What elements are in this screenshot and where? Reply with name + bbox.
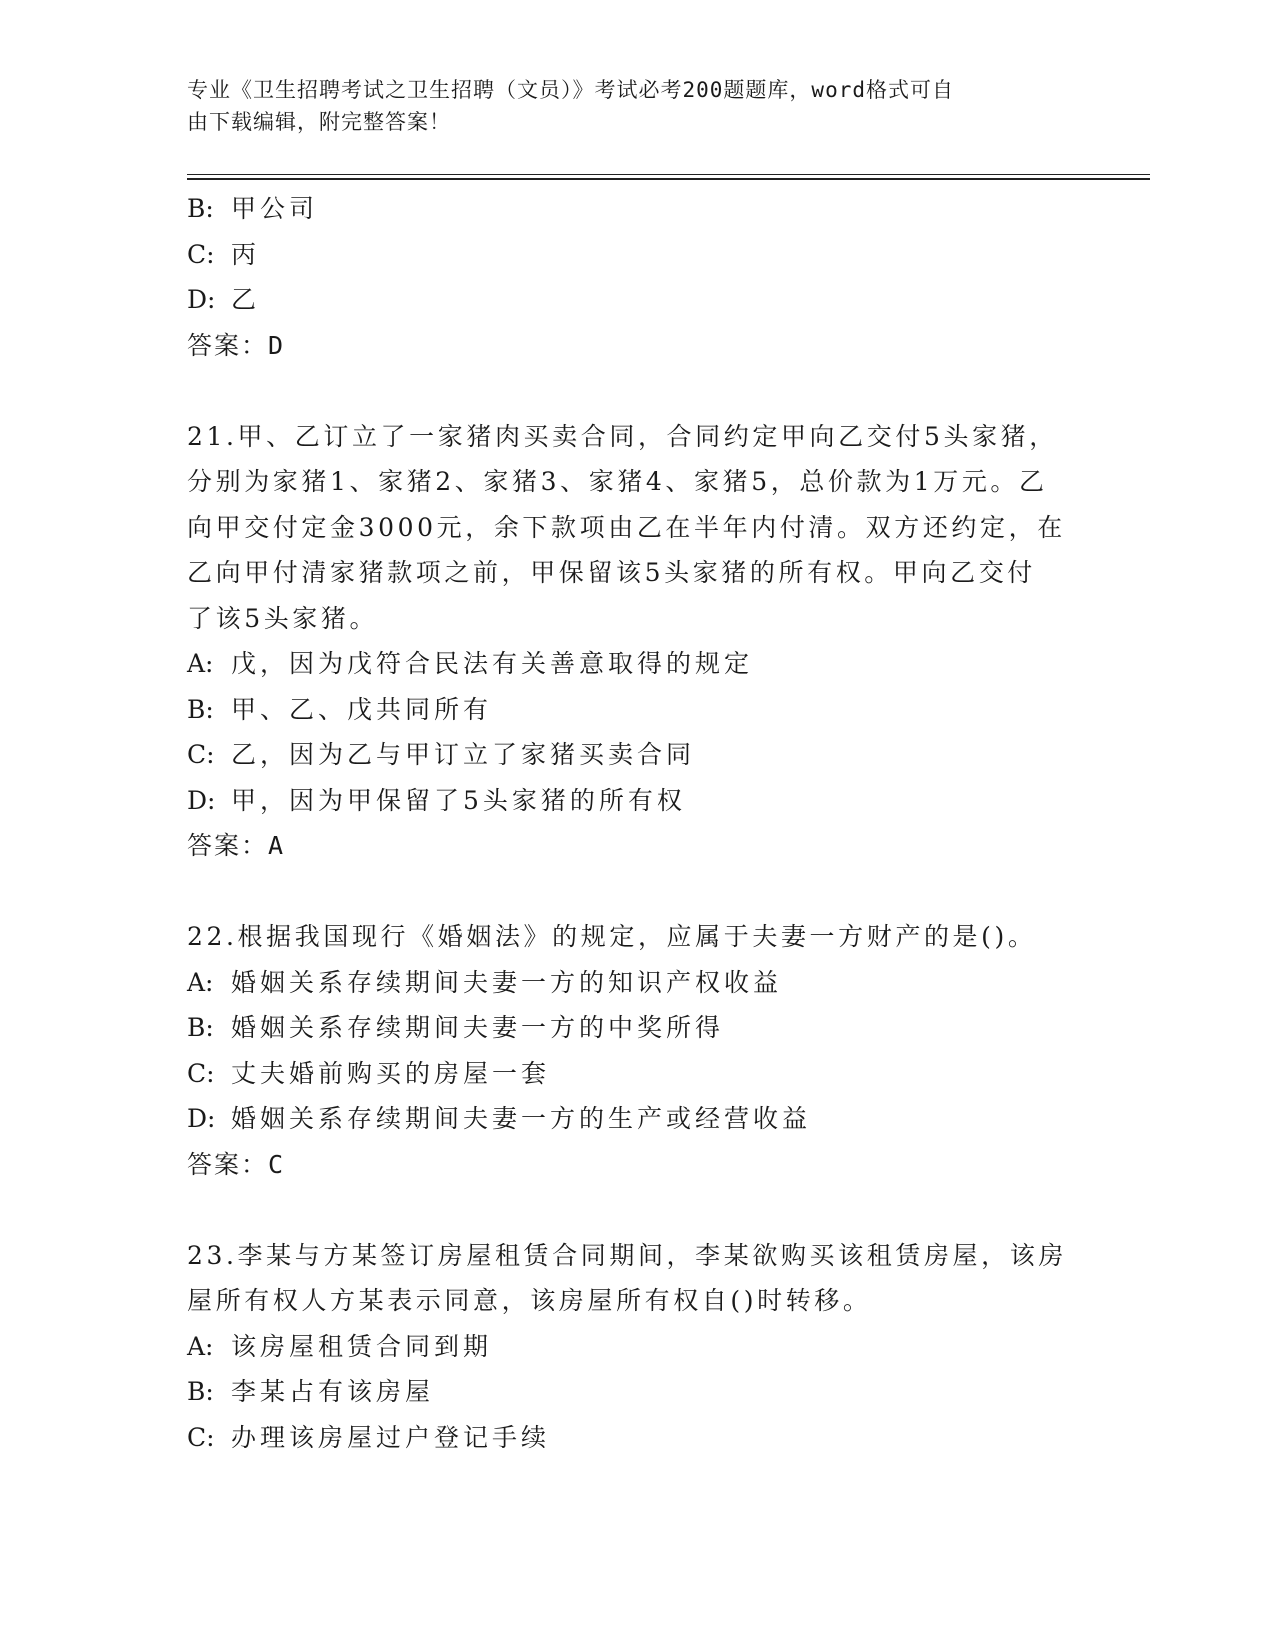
header-divider-thick	[187, 178, 1150, 180]
option-text: 甲公司	[231, 194, 319, 223]
option-d	[187, 1096, 1087, 1142]
option-text: 婚姻关系存续期间夫妻一方的中奖所得	[231, 1013, 725, 1042]
option-c	[187, 232, 1087, 278]
option-text: 办理该房屋过户登记手续	[231, 1422, 551, 1452]
option-letter: D:	[187, 1104, 216, 1133]
option-text: 丈夫婚前购买的房屋一套	[231, 1058, 551, 1088]
answer-line	[187, 1142, 1087, 1188]
option-letter: C:	[187, 1422, 215, 1452]
question-21	[187, 414, 1087, 869]
option-c	[187, 1051, 1087, 1097]
question-stem-line: 23.李某与方某签订房屋租赁合同期间，李某欲购买该租赁房屋，该房	[187, 1240, 1067, 1270]
question-stem-line: 22.根据我国现行《婚姻法》的规定，应属于夫妻一方财产的是()。	[187, 922, 1037, 951]
option-text: 甲、乙、戊共同所有	[231, 694, 493, 724]
answer-label: 答案：	[187, 831, 269, 860]
option-d	[187, 277, 1087, 323]
option-text: 乙	[231, 285, 261, 314]
option-letter: D:	[187, 285, 216, 314]
answer-label: 答案：	[187, 1149, 269, 1179]
option-letter: C:	[187, 239, 215, 269]
document-body	[187, 186, 1087, 1460]
question-22	[187, 914, 1087, 1187]
answer-value: D	[268, 330, 284, 360]
option-c	[187, 1415, 1087, 1461]
option-letter: B:	[187, 694, 214, 724]
question-20-tail	[187, 186, 1087, 368]
option-text: 婚姻关系存续期间夫妻一方的知识产权收益	[231, 967, 783, 997]
option-a	[187, 960, 1087, 1006]
option-c	[187, 732, 1087, 778]
option-a	[187, 1324, 1087, 1370]
option-letter: C:	[187, 740, 215, 769]
option-a	[187, 641, 1087, 687]
question-stem-line: 乙向甲付清家猪款项之前，甲保留该5头家猪的所有权。甲向乙交付	[187, 558, 1036, 587]
option-letter: A:	[187, 649, 214, 678]
option-text: 婚姻关系存续期间夫妻一方的生产或经营收益	[231, 1104, 812, 1133]
option-text: 戊，因为戊符合民法有关善意取得的规定	[231, 649, 754, 678]
header-line-2: 由下载编辑，附完整答案！	[187, 110, 451, 134]
option-b	[187, 687, 1087, 733]
option-letter: B:	[187, 1013, 214, 1042]
option-b	[187, 186, 1087, 232]
header-line-1: 专业《卫生招聘考试之卫生招聘（文员）》考试必考200题题库，word格式可自	[187, 78, 954, 102]
answer-value: A	[268, 831, 284, 860]
option-letter: B:	[187, 194, 214, 223]
question-23	[187, 1233, 1087, 1461]
answer-line	[187, 823, 1087, 869]
option-letter: B:	[187, 1377, 214, 1406]
spacer	[187, 368, 1087, 414]
option-text: 乙，因为乙与甲订立了家猪买卖合同	[231, 740, 696, 769]
option-text: 该房屋租赁合同到期	[231, 1331, 493, 1361]
header-divider-thin	[187, 174, 1150, 175]
question-stem-line: 21.甲、乙订立了一家猪肉买卖合同，合同约定甲向乙交付5头家猪，	[187, 421, 1058, 451]
option-letter: A:	[187, 1331, 214, 1361]
spacer	[187, 869, 1087, 915]
option-text: 李某占有该房屋	[231, 1377, 435, 1406]
page-header	[187, 74, 1067, 138]
answer-label: 答案：	[187, 330, 269, 360]
spacer	[187, 1187, 1087, 1233]
question-stem-line: 向甲交付定金3000元，余下款项由乙在半年内付清。双方还约定，在	[187, 512, 1066, 542]
option-b	[187, 1005, 1087, 1051]
question-stem-line: 屋所有权人方某表示同意，该房屋所有权自()时转移。	[187, 1286, 872, 1315]
answer-value: C	[268, 1149, 284, 1179]
option-text: 甲，因为甲保留了5头家猪的所有权	[231, 785, 686, 815]
option-d	[187, 778, 1087, 824]
option-b	[187, 1369, 1087, 1415]
option-letter: C:	[187, 1058, 215, 1088]
question-stem-line: 了该5头家猪。	[187, 603, 379, 633]
option-text: 丙	[231, 239, 261, 269]
answer-line	[187, 323, 1087, 369]
option-letter: A:	[187, 967, 214, 997]
question-stem-line: 分别为家猪1、家猪2、家猪3、家猪4、家猪5，总价款为1万元。乙	[187, 467, 1048, 496]
option-letter: D:	[187, 785, 216, 815]
